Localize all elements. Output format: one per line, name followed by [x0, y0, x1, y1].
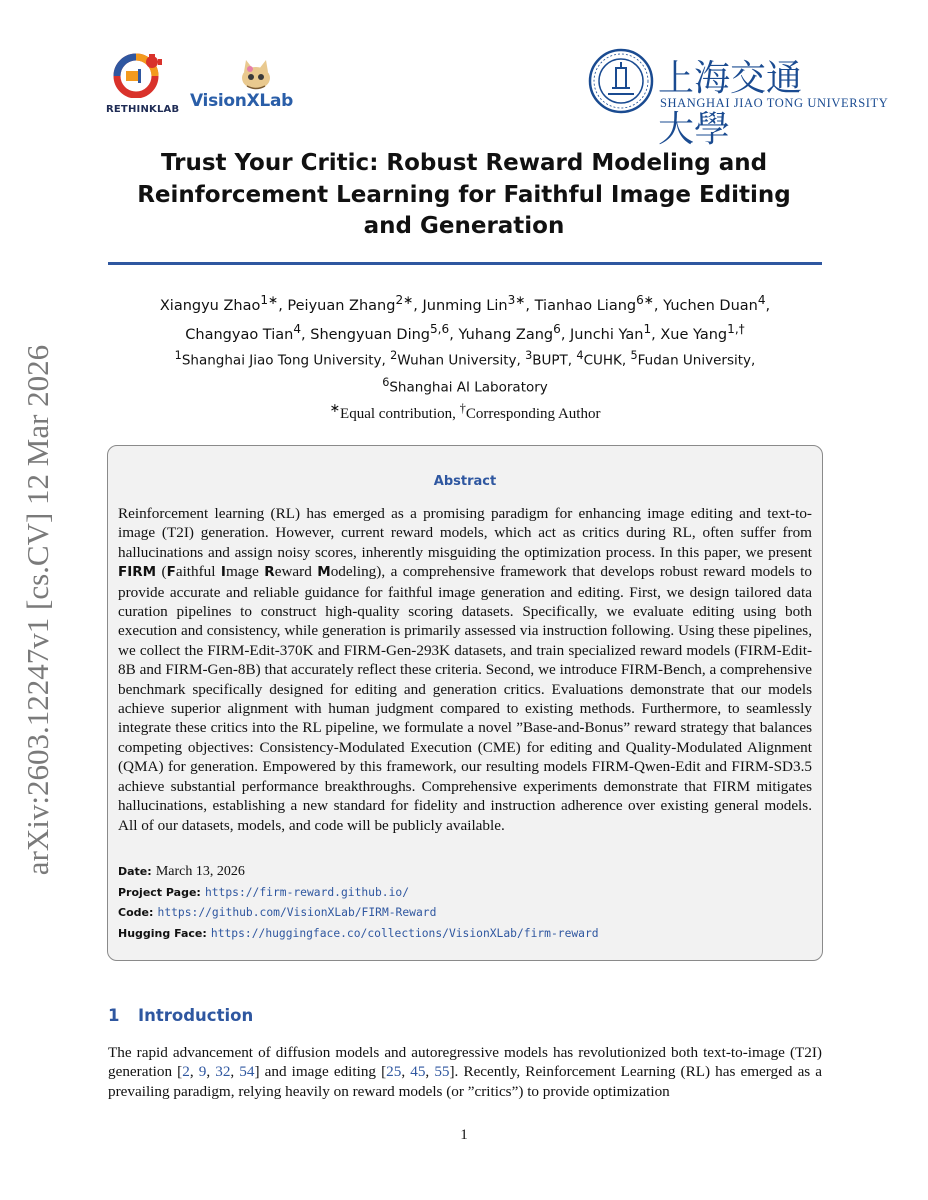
header-logos [0, 0, 928, 150]
huggingface-link[interactable]: https://huggingface.co/collections/VisionXLab/firm-reward [210, 926, 599, 940]
corresponding-mark: † [459, 401, 466, 415]
author-name: Xue Yang [660, 326, 728, 343]
author-name: Tianhao Liang [534, 297, 637, 314]
rethinklab-wordmark: RETHINKLAB [106, 104, 180, 115]
page-number: 1 [460, 1127, 468, 1143]
affiliation: Shanghai Jiao Tong University, [181, 352, 386, 369]
citation-link[interactable]: 32 [215, 1063, 231, 1081]
affiliation: Shanghai AI Laboratory [389, 379, 548, 395]
intro-paragraph: The rapid advancement of diffusion models and autoregressive models has revolutionized both text-to-image (T2I) generation [2, 9, 32, 54] and image editing [25, 45, 55]. Recently, Reinforcement Learning (RL) has emerged as a prevailing paradigm, relying heavily on reward models (or ”critics”) to provide optimization [108, 1044, 823, 1100]
author-affil-mark: 1∗ [260, 293, 279, 307]
author-name: Junchi Yan [570, 326, 644, 343]
author-name: Changyao Tian [185, 326, 294, 343]
intro-text: The rapid advancement of diffusion models and autoregressive models has revolutionized both text-to-image (T2I) generation [ [108, 1044, 822, 1081]
code-row [118, 903, 812, 924]
author-list: Xiangyu Zhao$^{1∗}$, Peiyuan Zhang$^{2∗}$, Junming Lin$^{3∗}$, Tianhao Liang$^{6∗}$, Yuchen Duan$^4$, Changyao Tian$^4$, Shengyuan Ding$^{5,6}$, Yuhang Zang$^6$, Junchi Yan$^1$, Xue Yang$^{1,\dagger}$ [159, 293, 771, 343]
sjtu-logo [588, 46, 889, 150]
date-value: March 13, 2026 [155, 864, 245, 879]
rethinklab-logo [106, 52, 180, 115]
acronym-rest: mage [225, 563, 265, 581]
sjtu-chinese-name: 上海交通大學 [658, 58, 803, 150]
affiliation: CUHK, [583, 352, 627, 369]
visionxlab-wordmark: VisionXLab [190, 91, 293, 111]
author-affil-mark: 3∗ [507, 293, 526, 307]
affiliation: Fudan University, [637, 352, 756, 369]
corresponding-author: Corresponding Author [465, 406, 601, 422]
abstract-heading: Abstract [433, 474, 497, 489]
acronym-rest: odeling), [330, 563, 391, 581]
author-name: Peiyuan Zhang [287, 297, 396, 314]
abstract-part: Reinforcement learning (RL) has emerged as a promising paradigm for enhancing image editing and text-to-image (T2I) generation. However, current reward models, which act as critics during RL, often suffer from hallucinations and assign noisy scores, inherently misguiding the optimization process. In this paper, we present [118, 505, 812, 561]
firm-name: FIRM [118, 564, 157, 581]
author-name: Yuhang Zang [458, 326, 554, 343]
section-title: Introduction [138, 1006, 254, 1025]
paper-metadata [118, 862, 812, 944]
citation-link[interactable]: 54 [239, 1063, 255, 1081]
citation-link[interactable]: 45 [410, 1063, 426, 1081]
equal-mark: ∗ [329, 401, 341, 415]
author-affil-mark: 6 [553, 321, 561, 336]
affil-number: 6 [382, 375, 390, 389]
arxiv-id: arXiv:2603.12247v1 [cs.CV] 12 Mar 2026 [20, 344, 56, 876]
arxiv-stamp [16, 330, 60, 890]
acronym-letter: R [264, 564, 275, 581]
author-affil-mark: 1 [643, 321, 652, 336]
abstract-box [107, 445, 823, 961]
sjtu-seal-icon [588, 48, 654, 114]
citation-link[interactable]: 2 [182, 1063, 190, 1081]
section-number: 1 [108, 1006, 120, 1025]
acronym-letter: F [166, 564, 176, 581]
acronym-letter: I [220, 564, 226, 581]
title-rule [108, 262, 822, 265]
date-label: Date: [118, 865, 152, 878]
acronym-letter: M [317, 564, 331, 581]
author-name: Shengyuan Ding [310, 326, 430, 343]
author-affil-mark: 1,† [727, 321, 745, 336]
affiliation: Wuhan University, [397, 352, 521, 369]
author-affil-mark: 2∗ [395, 293, 414, 307]
author-name: Xiangyu Zhao [159, 297, 261, 314]
author-affil-mark: 4 [293, 321, 302, 336]
author-name: Yuchen Duan [663, 297, 758, 314]
intro-text: ]. Recently, Reinforcement Learning (RL) has emerged as a prevailing paradigm, relying heavily on reward models (or ”critics”) to provide optimization [108, 1063, 823, 1100]
project-link[interactable]: https://firm-reward.github.io/ [204, 885, 409, 899]
project-row [118, 883, 812, 904]
author-affil-mark: 4 [757, 293, 766, 307]
affil-number: 5 [630, 349, 638, 362]
author-affil-mark: 5,6 [430, 321, 450, 336]
author-name: Junming Lin [422, 297, 508, 314]
sjtu-english-name: SHANGHAI JIAO TONG UNIVERSITY [660, 96, 889, 110]
citation-link[interactable]: 25 [386, 1063, 402, 1081]
code-link[interactable]: https://github.com/VisionXLab/FIRM-Reward [157, 906, 437, 919]
citation-link[interactable]: 9 [198, 1063, 207, 1081]
huggingface-label: Hugging Face: [118, 926, 207, 940]
project-label: Project Page: [118, 885, 201, 899]
huggingface-row [118, 924, 812, 945]
abstract-text [118, 504, 812, 835]
contribution-note [108, 400, 822, 423]
intro-text: ] and image editing [ [254, 1063, 387, 1081]
date-row [118, 862, 812, 883]
abstract-part: a comprehensive framework that develops robust reward models to provide accurate and reliable guidance for faithful image generation and editing. First, we design tailored data curation pipelines to construct high-quality scoring datasets. Specifically, we evaluate editing using both execution and consistency, while generation is primarily assessed via instruction following. Using these pipelines, we collect the FIRM-Edit-370K and FIRM-Gen-293K datasets, and train specialized reward models (FIRM-Edit-8B and FIRM-Gen-8B) that accurately reflect these criteria. Second, we introduce FIRM-Bench, a comprehensive benchmark specifically designed for editing and generation critics. Evaluations demonstrate that our models achieve superior alignment with human judgment compared to existing methods. Furthermore, to seamlessly integrate these critics into the RL pipeline, we formulate a novel ”Base-and-Bonus” reward strategy that balances competing objectives: Consistency-Modulated Execution (CME) for editing and Quality-Modulated Alignment (QMA) for generation. Empowered by this framework, our resulting models FIRM-Qwen-Edit and FIRM-SD3.5 achieve substantial performance breakthroughs. Comprehensive experiments demonstrate that FIRM mitigates hallucinations, establishing a new standard for fidelity and instruction adherence over existing general models. All of our datasets, models, and code will be publicly available. [118, 563, 813, 834]
acronym-rest: eward [274, 563, 318, 581]
affiliation: BUPT, [532, 352, 573, 369]
cat-mascot-icon [190, 60, 320, 90]
affil-number: 1 [174, 349, 182, 362]
affil-number: 3 [525, 349, 533, 362]
visionxlab-logo [190, 60, 320, 111]
affil-number: 2 [390, 349, 398, 362]
affil-number: 4 [576, 349, 584, 362]
code-label: Code: [118, 906, 154, 919]
equal-contribution: Equal contribution, [340, 406, 456, 422]
author-affil-mark: 6∗ [636, 293, 654, 307]
affiliation-list [108, 345, 822, 398]
paper-title: Trust Your Critic: Robust Reward Modeling and Reinforcement Learning for Faithful Image Editing and Generation [137, 150, 791, 239]
acronym-rest: aithful [175, 563, 221, 581]
rethinklab-emblem-icon [106, 52, 172, 98]
abstract-part: ( [156, 563, 167, 581]
citation-link[interactable]: 55 [434, 1063, 450, 1081]
section-heading [108, 1006, 253, 1025]
